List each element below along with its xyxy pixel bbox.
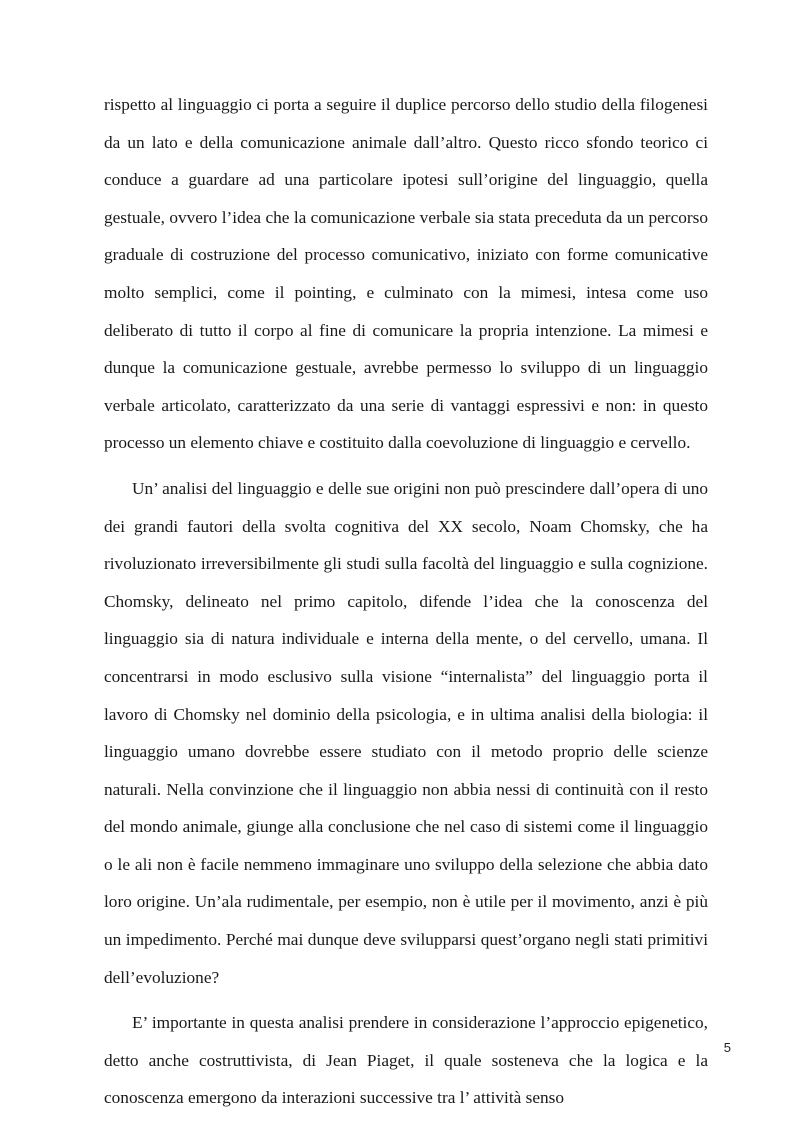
- page-number: 5: [723, 1040, 731, 1055]
- paragraph-2: Un’ analisi del linguaggio e delle sue origini non può prescindere dall’opera di uno dei grandi fautori della svolta cognitiva del XX secolo, Noam Chomsky, che ha rivoluzionato irreversibilmente gli studi sulla facoltà del linguaggio e sulla cognizione. Chomsky, delineato nel primo capitolo, difende l’idea che la conoscenza del linguaggio sia di natura individuale e interna della mente, o del cervello, umana. Il concentrarsi in modo esclusivo sulla visione “internalista” del linguaggio porta il lavoro di Chomsky nel dominio della psicologia, e in ultima analisi della biologia: il linguaggio umano dovrebbe essere studiato con il metodo proprio delle scienze naturali. Nella convinzione che il linguaggio non abbia nessi di continuità con il resto del mondo animale, giunge alla conclusione che nel caso di sistemi come il linguaggio o le ali non è facile nemmeno immaginare uno sviluppo della selezione che abbia dato loro origine. Un’ala rudimentale, per esempio, non è utile per il movimento, anzi è più un impedimento. Perché mai dunque deve svilupparsi quest’organo negli stati primitivi dell’evoluzione?: [104, 478, 708, 987]
- paragraph-1: rispetto al linguaggio ci porta a seguire il duplice percorso dello studio della filogenesi da un lato e della comunicazione animale dall’altro. Questo ricco sfondo teorico ci conduce a guardare ad una particolare ipotesi sull’origine del linguaggio, quella gestuale, ovvero l’idea che la comunicazione verbale sia stata preceduta da un percorso graduale di costruzione del processo comunicativo, iniziato con forme comunicative molto semplici, come il pointing, e culminato con la mimesi, intesa come uso deliberato di tutto il corpo al fine di comunicare la propria intenzione. La mimesi e dunque la comunicazione gestuale, avrebbe permesso lo sviluppo di un linguaggio verbale articolato, caratterizzato da una serie di vantaggi espressivi e non: in questo processo un elemento chiave e costituito dalla coevoluzione di linguaggio e cervello.: [104, 95, 708, 453]
- paragraph-3: E’ importante in questa analisi prendere in considerazione l’approccio epigenetico, detto anche costruttivista, di Jean Piaget, il quale sosteneva che la logica e la conoscenza emergono da interazioni successive tra l’ attività senso: [104, 1013, 708, 1108]
- body-text: [104, 86, 708, 1117]
